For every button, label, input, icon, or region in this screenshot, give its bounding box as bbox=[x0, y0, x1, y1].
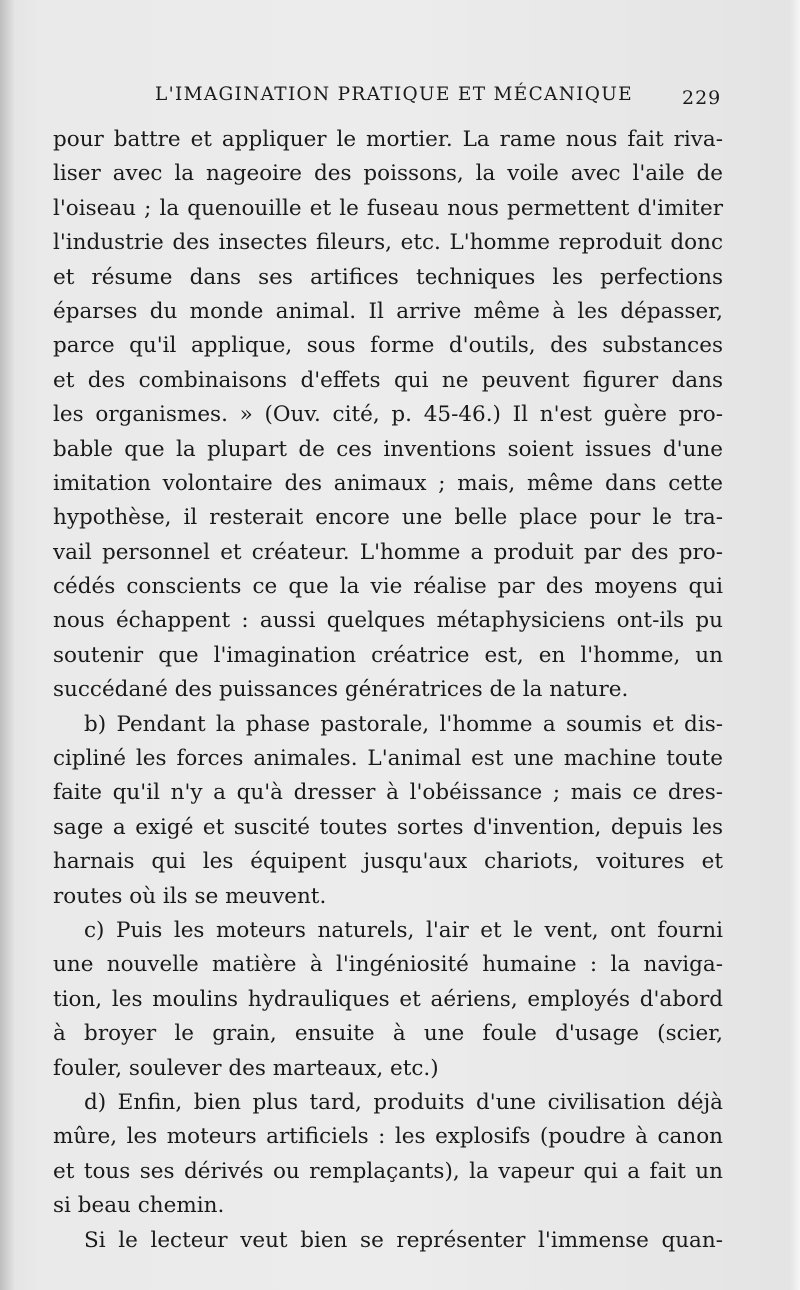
paragraph-first-line: c) Puis les moteurs naturels, l'air et le vent, ont fourni bbox=[84, 917, 723, 943]
text-line: vail personnel et créateur. L'homme a produit par des pro- bbox=[53, 539, 723, 565]
text-line: et résume dans ses artifices techniques les perfections bbox=[53, 264, 723, 290]
page-number: 229 bbox=[682, 87, 722, 109]
text-line: hypothèse, il resterait encore une belle place pour le tra- bbox=[53, 505, 723, 531]
text-line: pour battre et appliquer le mortier. La rame nous fait riva- bbox=[53, 127, 723, 152]
text-line: l'oiseau ; la quenouille et le fuseau nous permettent d'imiter bbox=[53, 195, 723, 221]
text-line: tion, les moulins hydrauliques et aériens, employés d'abord bbox=[53, 986, 723, 1012]
text-line: soutenir que l'imagination créatrice est, en l'homme, un bbox=[53, 642, 723, 668]
paragraph-last-line: fouler, soulever des marteaux, etc.) bbox=[53, 1055, 439, 1081]
paragraph-first-line: b) Pendant la phase pastorale, l'homme a soumis et dis- bbox=[84, 711, 723, 737]
text-line: à broyer le grain, ensuite à une foule d'usage (scier, bbox=[53, 1021, 723, 1047]
text-line: cédés conscients ce que la vie réalise par des moyens qui bbox=[53, 574, 723, 600]
text-line: et des combinaisons d'effets qui ne peuvent figurer dans bbox=[53, 367, 723, 393]
text-line: parce qu'il applique, sous forme d'outils, des substances bbox=[53, 333, 723, 359]
text-line: nous échappent : aussi quelques métaphysiciens ont-ils pu bbox=[53, 608, 723, 634]
text-line: une nouvelle matière à l'ingéniosité humaine : la naviga- bbox=[53, 952, 723, 978]
text-line: éparses du monde animal. Il arrive même à les dépasser, bbox=[53, 298, 723, 324]
text-line: harnais qui les équipent jusqu'aux chariots, voitures et bbox=[53, 849, 723, 875]
text-line: mûre, les moteurs artificiels : les explosifs (poudre à canon bbox=[53, 1124, 723, 1150]
running-header-title: L'IMAGINATION PRATIQUE ET MÉCANIQUE bbox=[155, 84, 633, 105]
text-line: bable que la plupart de ces inventions soient issues d'une bbox=[53, 436, 723, 462]
text-line: et tous ses dérivés ou remplaçants), la vapeur qui a fait un bbox=[53, 1158, 723, 1184]
body-text bbox=[53, 123, 723, 1258]
paragraph-last-line: routes où ils se meuvent. bbox=[53, 883, 327, 909]
text-line: faite qu'il n'y a qu'à dresser à l'obéissance ; mais ce dres- bbox=[53, 780, 723, 806]
text-line: sage a exigé et suscité toutes sortes d'invention, depuis les bbox=[53, 814, 723, 840]
paragraph-last-line: succédané des puissances génératrices de la nature. bbox=[53, 677, 629, 703]
text-line: cipliné les forces animales. L'animal est une machine toute bbox=[53, 746, 723, 772]
text-line: liser avec la nageoire des poissons, la voile avec l'aile de bbox=[53, 161, 723, 187]
text-line: l'industrie des insectes fileurs, etc. L'homme reproduit donc bbox=[53, 230, 723, 256]
text-line: les organismes. » (Ouv. cité, p. 45-46.) Il n'est guère pro- bbox=[53, 402, 723, 428]
page-gutter-shadow bbox=[0, 0, 14, 1290]
paragraph-first-line: Si le lecteur veut bien se représenter l'immense quan- bbox=[84, 1227, 723, 1253]
paragraph-last-line: si beau chemin. bbox=[53, 1193, 225, 1219]
paragraph-first-line: d) Enfin, bien plus tard, produits d'une civilisation déjà bbox=[84, 1089, 723, 1115]
text-line: imitation volontaire des animaux ; mais, même dans cette bbox=[53, 470, 723, 496]
